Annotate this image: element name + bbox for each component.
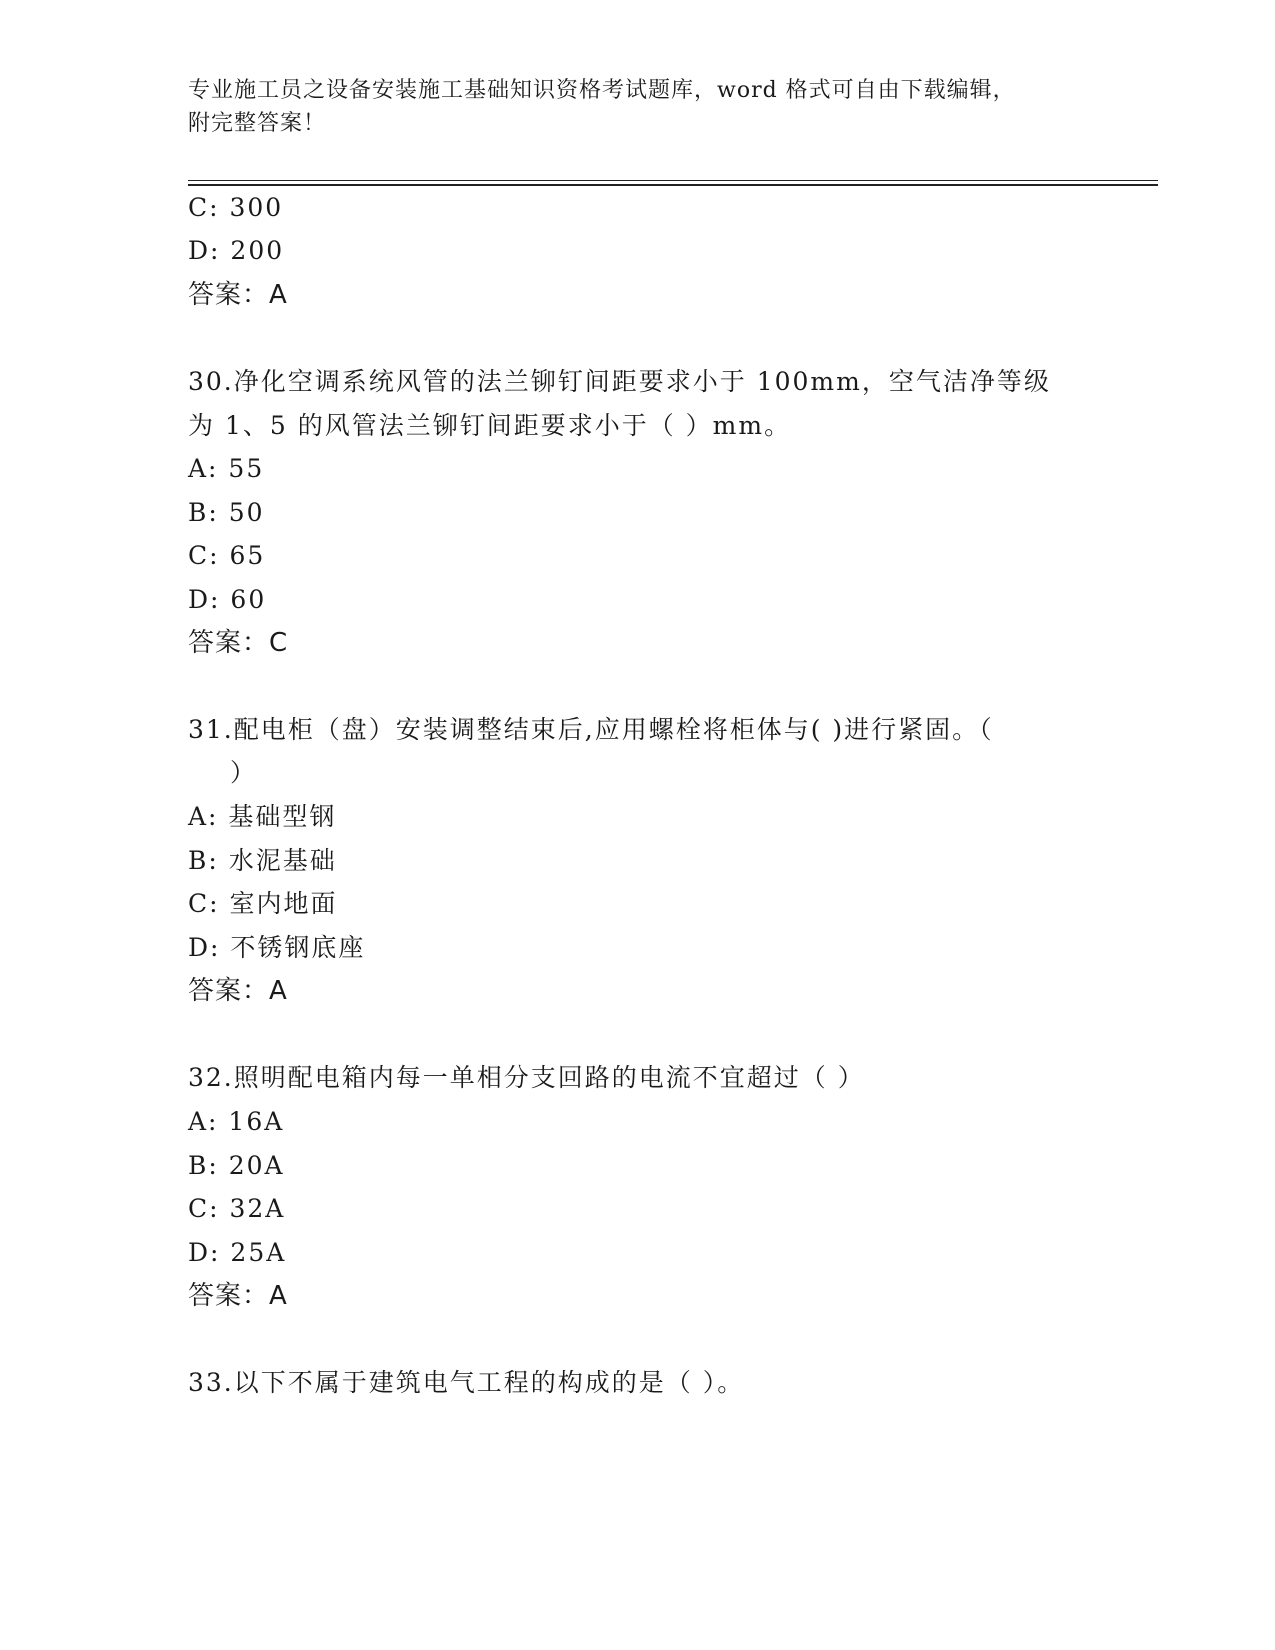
header-divider-thick	[188, 184, 1158, 186]
q31-stem-line-2: ）	[230, 758, 258, 787]
header-line-2: 附完整答案！	[188, 111, 327, 136]
header-line-1: 专业施工员之设备安装施工基础知识资格考试题库，word 格式可自由下载编辑，	[188, 78, 1016, 103]
q30-answer: 答案：C	[188, 628, 289, 658]
q31-option-c: C: 室内地面	[188, 889, 338, 918]
q31-option-b: B: 水泥基础	[188, 846, 337, 875]
q32-option-c: C: 32A	[188, 1194, 286, 1223]
q30-option-c: C: 65	[188, 541, 266, 570]
prev-option-c: C: 300	[188, 193, 284, 222]
q30-option-b: B: 50	[188, 498, 265, 527]
q30-option-a: A: 55	[188, 454, 265, 483]
q31-answer: 答案：A	[188, 976, 288, 1006]
page-header	[188, 74, 1088, 140]
q32-answer: 答案：A	[188, 1281, 288, 1311]
q32-option-b: B: 20A	[188, 1151, 285, 1180]
q30-stem-line-2: 为 1、5 的风管法兰铆钉间距要求小于（ ）mm。	[188, 411, 792, 440]
q33-stem-line-1: 33.以下不属于建筑电气工程的构成的是（ ）。	[188, 1368, 745, 1397]
q31-stem-line-1: 31.配电柜（盘）安装调整结束后,应用螺栓将柜体与( )进行紧固。（	[188, 715, 994, 744]
q32-option-d: D: 25A	[188, 1238, 287, 1267]
prev-option-d: D: 200	[188, 236, 285, 265]
q30-stem-line-1: 30.净化空调系统风管的法兰铆钉间距要求小于 100mm，空气洁净等级	[188, 367, 1051, 396]
prev-answer: 答案：A	[188, 280, 288, 310]
q31-option-a: A: 基础型钢	[188, 802, 337, 831]
q32-option-a: A: 16A	[188, 1107, 285, 1136]
q31-option-d: D: 不锈钢底座	[188, 933, 366, 962]
q32-stem-line-1: 32.照明配电箱内每一单相分支回路的电流不宜超过（ ）	[188, 1063, 865, 1092]
q30-option-d: D: 60	[188, 585, 267, 614]
header-divider-thin	[188, 180, 1158, 181]
